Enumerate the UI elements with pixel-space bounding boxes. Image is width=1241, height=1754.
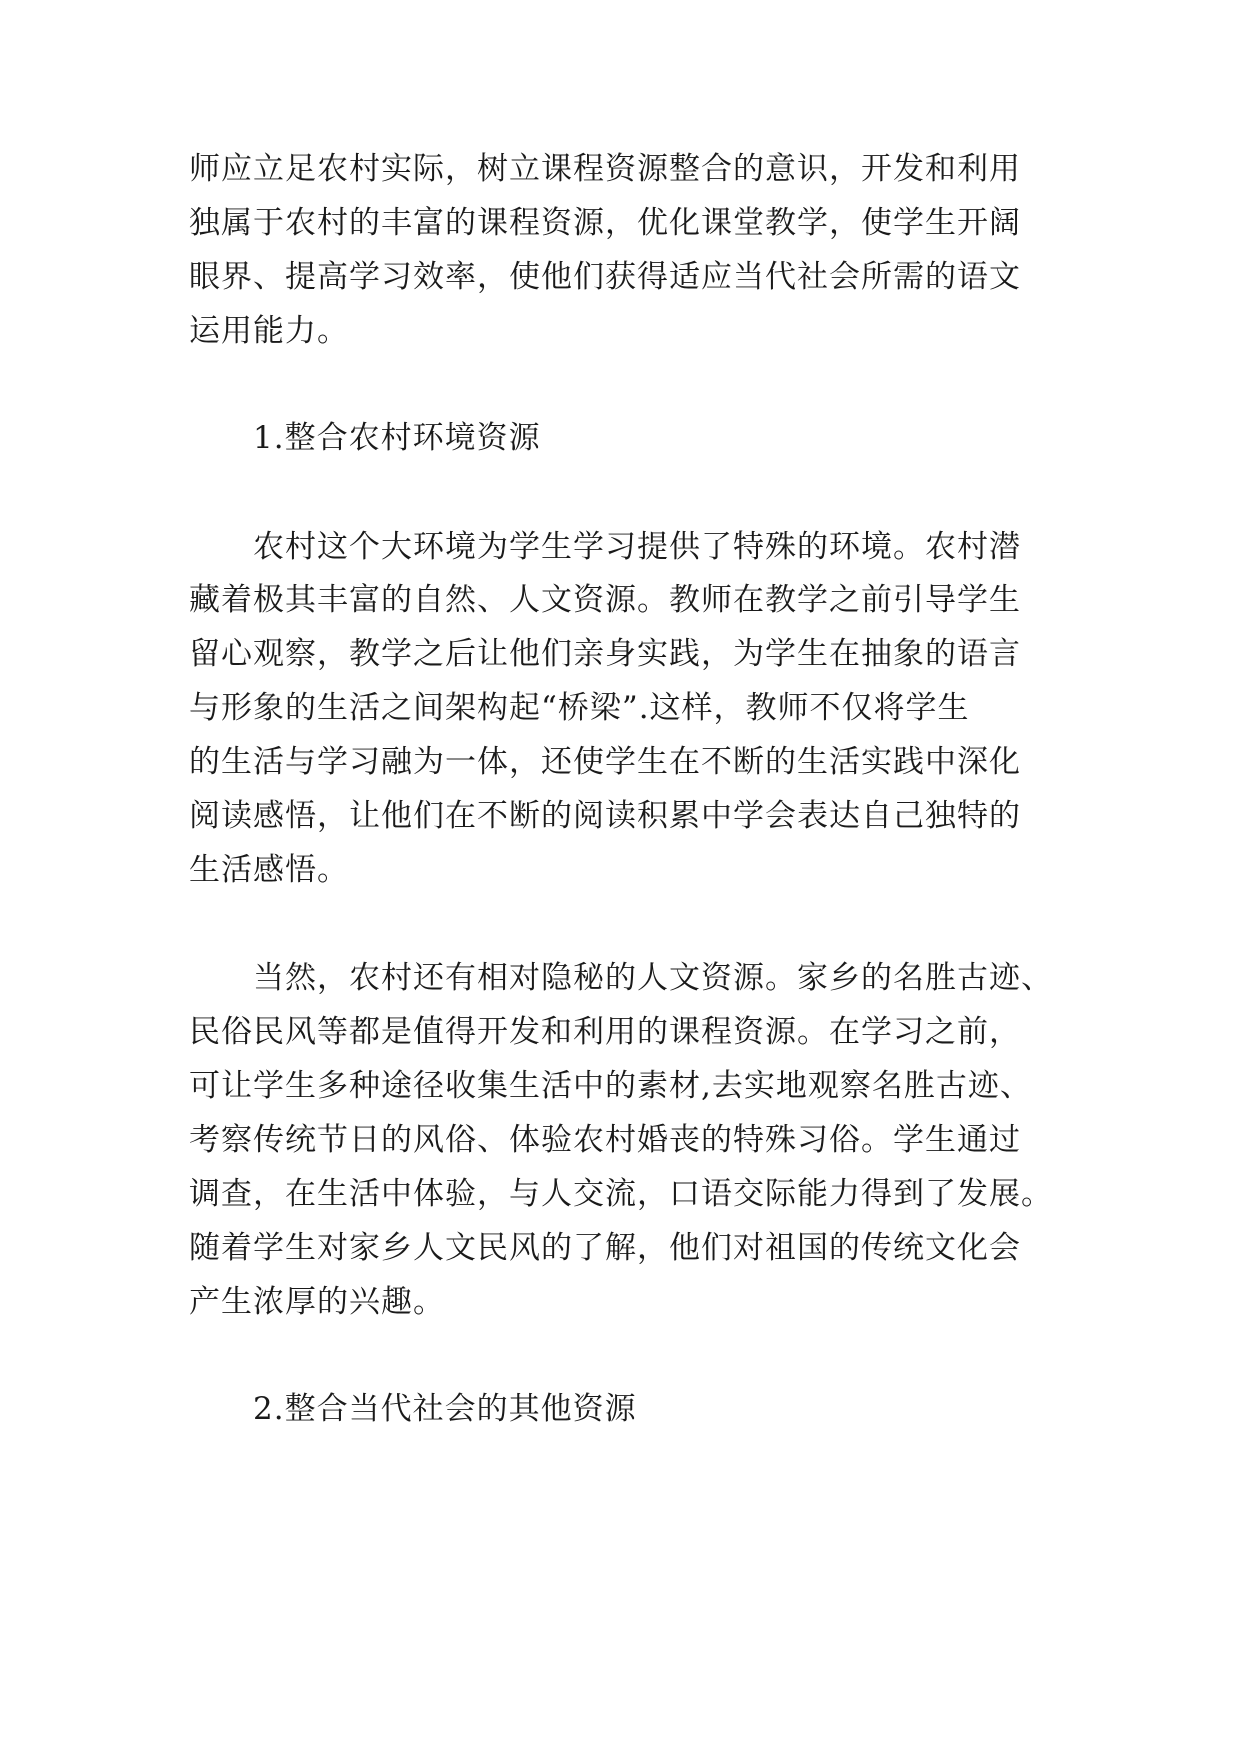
paragraph-2-line-1: 农村这个大环境为学生学习提供了特殊的环境。农村潜 (253, 529, 1021, 565)
paragraph-intro-line-2: 独属于农村的丰富的课程资源，优化课堂教学，使学生开阔 (189, 205, 1021, 241)
paragraph-3-line-6: 随着学生对家乡人文民风的了解，他们对祖国的传统文化会 (189, 1230, 1021, 1266)
paragraph-2-line-3: 留心观察，教学之后让他们亲身实践，为学生在抽象的语言 (189, 636, 1021, 672)
paragraph-2-line-2: 藏着极其丰富的自然、人文资源。教师在教学之前引导学生 (189, 582, 1021, 618)
paragraph-2-line-5: 的生活与学习融为一体，还使学生在不断的生活实践中深化 (189, 744, 1021, 780)
paragraph-3-line-7: 产生浓厚的兴趣。 (189, 1284, 445, 1320)
paragraph-intro-line-1: 师应立足农村实际，树立课程资源整合的意识，开发和利用 (189, 151, 1021, 187)
section-heading-1: 1.整合农村环境资源 (253, 420, 541, 456)
paragraph-3-line-3: 可让学生多种途径收集生活中的素材,去实地观察名胜古迹、 (189, 1068, 1032, 1104)
paragraph-3-line-4: 考察传统节日的风俗、体验农村婚丧的特殊习俗。学生通过 (189, 1122, 1021, 1158)
section-heading-2: 2.整合当代社会的其他资源 (253, 1391, 637, 1427)
paragraph-2-line-7: 生活感悟。 (189, 852, 349, 888)
paragraph-3-line-5: 调查，在生活中体验，与人交流，口语交际能力得到了发展。 (189, 1176, 1053, 1212)
paragraph-2-line-4: 与形象的生活之间架构起“桥梁”.这样，教师不仅将学生 (189, 690, 970, 726)
paragraph-intro-line-4: 运用能力。 (189, 313, 349, 349)
paragraph-2-line-6: 阅读感悟，让他们在不断的阅读积累中学会表达自己独特的 (189, 798, 1021, 834)
paragraph-intro-line-3: 眼界、提高学习效率，使他们获得适应当代社会所需的语文 (189, 259, 1021, 295)
paragraph-3-line-2: 民俗民风等都是值得开发和利用的课程资源。在学习之前， (189, 1014, 1021, 1050)
paragraph-3-line-1: 当然，农村还有相对隐秘的人文资源。家乡的名胜古迹、 (253, 960, 1053, 996)
